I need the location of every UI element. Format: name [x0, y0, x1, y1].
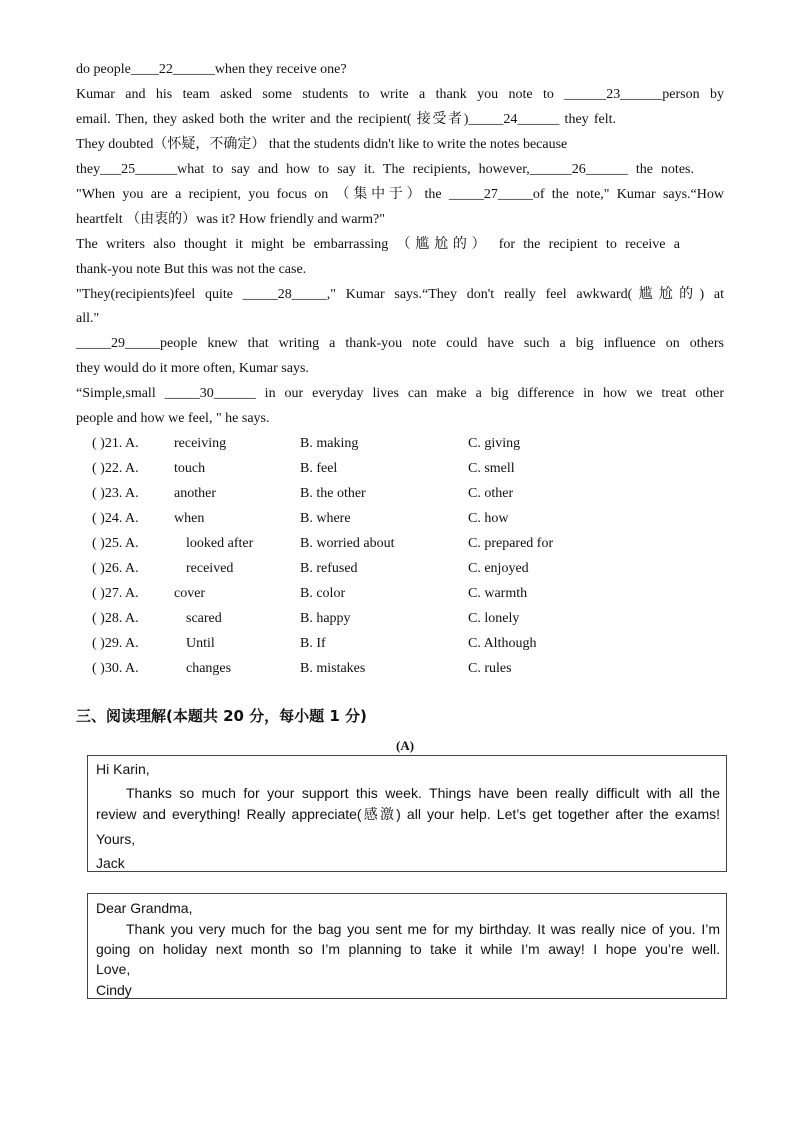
question-number[interactable]: ( )28. A.	[92, 611, 139, 626]
note-body: Thank you very much for the bag you sent me for my birthday. It was really nice of you. I’m	[126, 921, 720, 937]
question-number[interactable]: ( )30. A.	[92, 661, 139, 676]
note-box-karin	[87, 755, 727, 872]
passage-line: The writers also thought it might be embarrassing （尴尬的） for the recipient to receive a	[76, 237, 680, 252]
option-a[interactable]: touch	[174, 461, 206, 476]
option-b[interactable]: B. feel	[300, 461, 338, 476]
option-b[interactable]: B. where	[300, 511, 351, 526]
passage-line: "They(recipients)feel quite _____28_____," Kumar says.“They don't really feel awkward(尴尬的) at	[76, 287, 724, 302]
question-number[interactable]: ( )25. A.	[92, 536, 139, 551]
question-number[interactable]: ( )23. A.	[92, 486, 139, 501]
passage-label: (A)	[396, 738, 415, 753]
option-a[interactable]: Until	[186, 636, 215, 651]
option-a[interactable]: scared	[186, 611, 222, 626]
option-c[interactable]: C. smell	[468, 461, 515, 476]
question-number[interactable]: ( )27. A.	[92, 586, 139, 601]
note-signature: Jack	[96, 855, 125, 871]
passage-line: thank-you note But this was not the case.	[76, 262, 307, 277]
option-c[interactable]: C. prepared for	[468, 536, 554, 551]
note-signature: Cindy	[96, 982, 132, 998]
note-closing: Love,	[96, 961, 131, 977]
passage-line: They doubted（怀疑，不确定） that the students didn't like to write the notes because	[76, 137, 568, 152]
option-c[interactable]: C. other	[468, 486, 514, 501]
option-a[interactable]: when	[174, 511, 205, 526]
option-c[interactable]: C. giving	[468, 436, 521, 451]
option-a[interactable]: looked after	[186, 536, 254, 551]
option-a[interactable]: receiving	[174, 436, 227, 451]
note-body: review and everything! Really appreciate(感激) all your help. Let’s get together after the exams!	[96, 806, 720, 822]
question-number[interactable]: ( )29. A.	[92, 636, 139, 651]
passage-line: “Simple,small _____30______ in our everyday lives can make a big difference in how we treat other	[76, 386, 724, 401]
passage-line: Kumar and his team asked some students to write a thank you note to ______23______person by	[76, 87, 724, 102]
option-c[interactable]: C. lonely	[468, 611, 520, 626]
option-b[interactable]: B. happy	[300, 611, 351, 626]
note-greeting: Dear Grandma,	[96, 900, 193, 916]
option-a[interactable]: changes	[186, 661, 232, 676]
option-b[interactable]: B. the other	[300, 486, 366, 501]
option-b[interactable]: B. color	[300, 586, 346, 601]
option-c[interactable]: C. enjoyed	[468, 561, 529, 576]
section-title: 三、阅读理解(本题共 20 分，每小题 1 分)	[76, 707, 367, 725]
question-number[interactable]: ( )22. A.	[92, 461, 139, 476]
note-closing: Yours,	[96, 831, 136, 847]
passage-line: email. Then, they asked both the writer and the recipient( 接受者)_____24______ they felt.	[76, 112, 616, 127]
note-body: going on holiday next month so I’m planning to take it while I’m away! I hope you’re well.	[96, 941, 720, 957]
passage-line: they___25______what to say and how to say it. The recipients, however,______26______ the notes.	[76, 162, 694, 177]
option-a[interactable]: another	[174, 486, 216, 501]
option-c[interactable]: C. rules	[468, 661, 512, 676]
question-number[interactable]: ( )21. A.	[92, 436, 139, 451]
option-b[interactable]: B. making	[300, 436, 359, 451]
option-c[interactable]: C. how	[468, 511, 509, 526]
option-b[interactable]: B. If	[300, 636, 326, 651]
option-b[interactable]: B. refused	[300, 561, 358, 576]
question-number[interactable]: ( )26. A.	[92, 561, 139, 576]
passage-line: "When you are a recipient, you focus on （集中于）the _____27_____of the note," Kumar says.“How	[76, 187, 724, 202]
note-box-grandma	[87, 893, 727, 999]
option-c[interactable]: C. Although	[468, 636, 537, 651]
question-number[interactable]: ( )24. A.	[92, 511, 139, 526]
passage-line: do people____22______when they receive one?	[76, 62, 347, 77]
option-b[interactable]: B. mistakes	[300, 661, 366, 676]
option-a[interactable]: cover	[174, 586, 206, 601]
passage-line: heartfelt （由衷的）was it? How friendly and warm?"	[76, 212, 385, 227]
option-b[interactable]: B. worried about	[300, 536, 395, 551]
option-c[interactable]: C. warmth	[468, 586, 528, 601]
passage-line: _____29_____people knew that writing a thank-you note could have such a big influence on others	[76, 336, 724, 351]
passage-line: they would do it more often, Kumar says.	[76, 361, 309, 376]
passage-line: people and how we feel, " he says.	[76, 411, 270, 426]
note-body: Thanks so much for your support this week. Things have been really difficult with all the	[126, 785, 720, 801]
option-a[interactable]: received	[186, 561, 234, 576]
passage-line: all."	[76, 311, 100, 326]
note-greeting: Hi Karin,	[96, 761, 150, 777]
